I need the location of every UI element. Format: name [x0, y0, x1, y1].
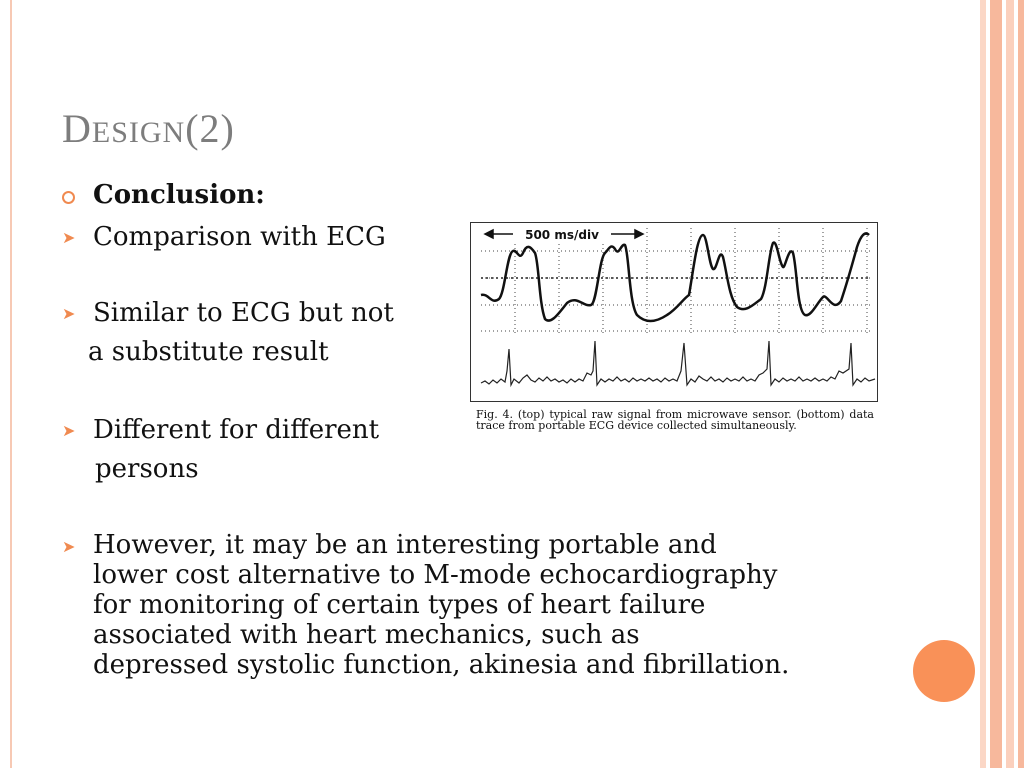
bullet-text: a substitute result: [88, 337, 329, 367]
arrow-bullet-icon: ➤: [62, 421, 76, 440]
title-suffix: (2): [185, 106, 235, 151]
bullet-text: persons: [95, 454, 199, 484]
right-stripe-2: [990, 0, 1002, 768]
ecg-trace: [481, 341, 875, 385]
microwave-trace: [481, 234, 869, 322]
bullet-text: Similar to ECG but not: [93, 298, 394, 328]
bullet-text: Comparison with ECG: [93, 222, 386, 252]
signal-traces-image: [471, 223, 877, 401]
arrow-bullet-icon: ➤: [62, 228, 76, 247]
paragraph-line: depressed systolic function, akinesia and fibrillation.: [93, 650, 790, 680]
however-paragraph: [93, 530, 789, 680]
right-stripe-1: [980, 0, 986, 768]
right-stripe-3: [1006, 0, 1014, 768]
paragraph-line: associated with heart mechanics, such as: [93, 620, 640, 650]
slide-title: [62, 105, 235, 152]
signal-figure: [470, 222, 878, 402]
bullet-text: Conclusion:: [93, 180, 265, 210]
bullet-text: Different for different: [93, 415, 380, 445]
paragraph-line: for monitoring of certain types of heart failure: [93, 590, 706, 620]
scale-label: 500 ms/div: [525, 228, 599, 242]
paragraph-line: However, it may be an interesting portable and: [93, 530, 717, 560]
figure-caption: Fig. 4. (top) typical raw signal from microwave sensor. (bottom) data trace from portable ECG device collected simultaneously.: [476, 408, 874, 432]
decorative-orange-circle: [913, 640, 975, 702]
arrow-bullet-icon: ➤: [62, 537, 76, 556]
title-rest: ESIGN: [91, 116, 186, 149]
right-stripe-4: [1018, 0, 1024, 768]
arrow-bullet-icon: ➤: [62, 304, 76, 323]
circle-bullet-icon: [62, 191, 75, 204]
paragraph-line: lower cost alternative to M-mode echocardiography: [93, 560, 778, 590]
left-border-line: [10, 0, 12, 768]
title-initial: D: [62, 106, 92, 151]
